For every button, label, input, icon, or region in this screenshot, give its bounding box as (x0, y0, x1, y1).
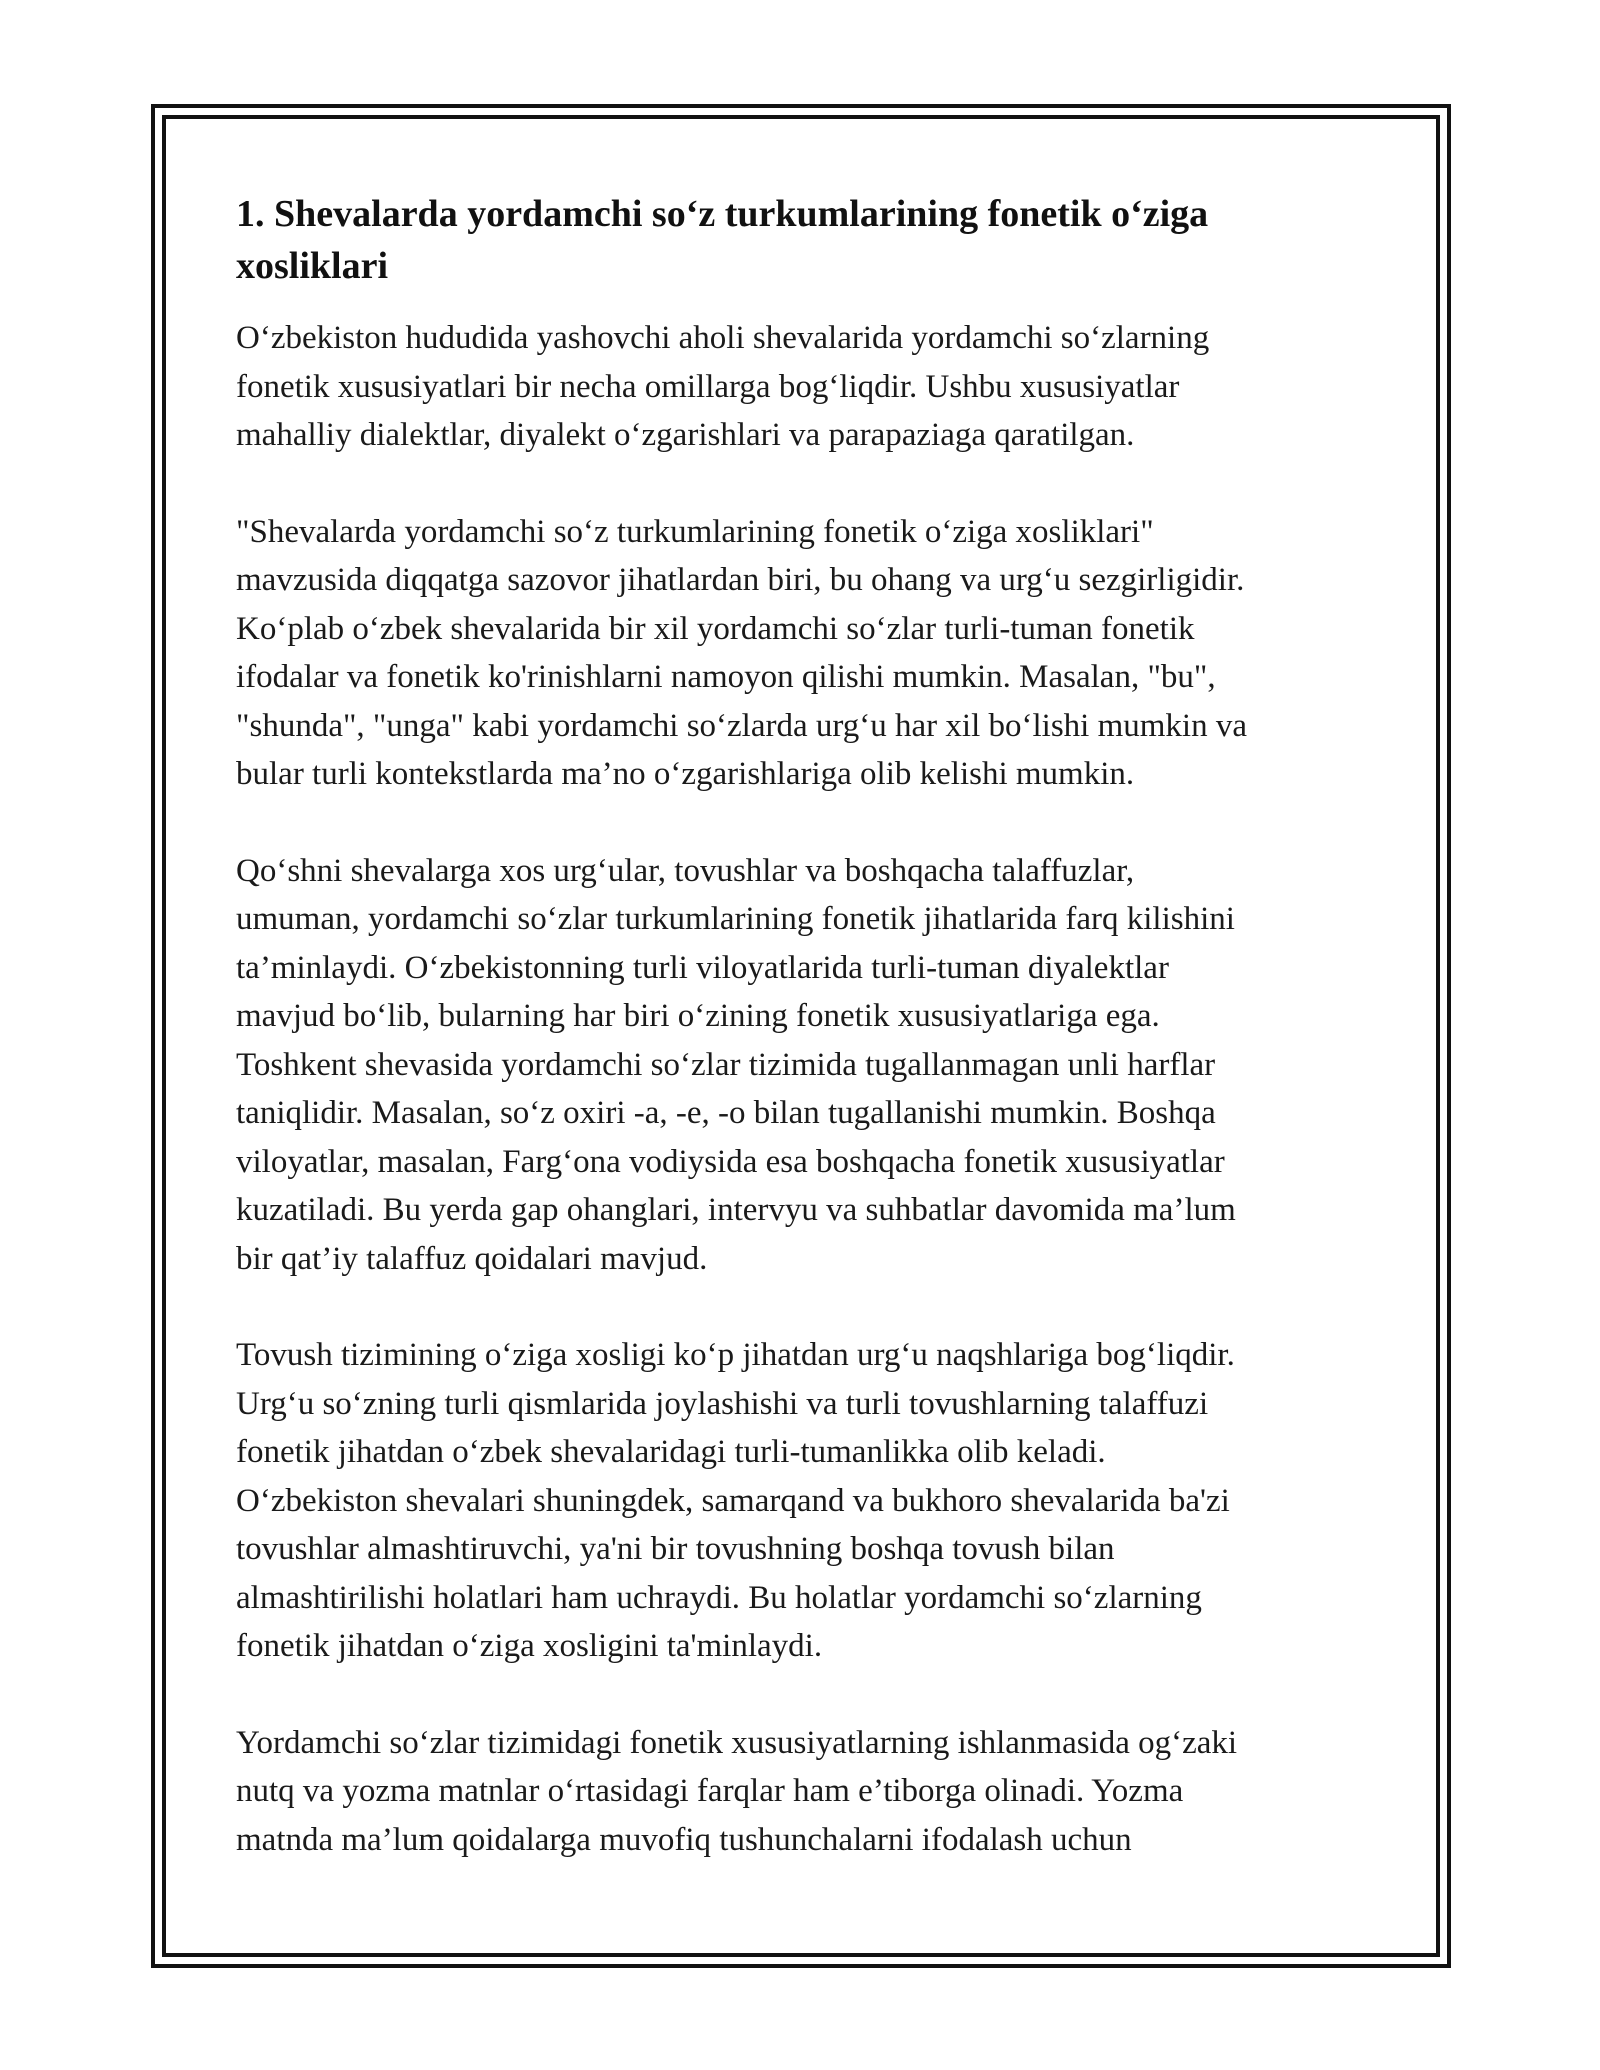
section-heading (236, 188, 1386, 292)
text-line: nutq va yozma matnlar o‘rtasidagi farqlar ham e’tiborga olinadi. Yozma (236, 1773, 1184, 1809)
text-line: bular turli kontekstlarda ma’no o‘zgarishlariga olib kelishi mumkin. (236, 756, 1135, 792)
text-line: Urg‘u so‘zning turli qismlarida joylashishi va turli tovushlarning talaffuzi (236, 1385, 1209, 1422)
paragraph-4 (236, 1331, 1386, 1671)
text-line: fonetik xususiyatlari bir necha omillarga bog‘liqdir. Ushbu xususiyatlar (236, 368, 1180, 405)
text-line: Ko‘plab o‘zbek shevalarida bir xil yordamchi so‘zlar turli-tuman fonetik (236, 610, 1195, 647)
text-line: almashtirilishi holatlari ham uchraydi. Bu holatlar yordamchi so‘zlarning (236, 1579, 1202, 1616)
text-line: Toshkent shevasida yordamchi so‘zlar tizimida tugallanmagan unli harflar (236, 1046, 1216, 1083)
text-line: kuzatiladi. Bu yerda gap ohanglari, intervyu va suhbatlar davomida ma’lum (236, 1192, 1236, 1228)
text-line: fonetik jihatdan o‘ziga xosligini ta'minlaydi. (236, 1628, 823, 1664)
text-line: ta’minlaydi. O‘zbekistonning turli viloyatlarida turli-tuman diyalektlar (236, 949, 1169, 986)
text-line: Tovush tizimining o‘ziga xosligi ko‘p jihatdan urg‘u naqshlariga bog‘liqdir. (236, 1337, 1235, 1373)
paragraph-1 (236, 314, 1386, 460)
text-line: ifodalar va fonetik ko'rinishlarni namoyon qilishi mumkin. Masalan, "bu", (236, 659, 1216, 695)
text-line: tovushlar almashtiruvchi, ya'ni bir tovushning boshqa tovush bilan (236, 1531, 1115, 1567)
text-line: "shunda", "unga" kabi yordamchi so‘zlarda urg‘u har xil bo‘lishi mumkin va (236, 707, 1247, 744)
text-line: fonetik jihatdan o‘zbek shevalaridagi turli-tumanlikka olib keladi. (236, 1434, 1106, 1470)
text-line: umuman, yordamchi so‘zlar turkumlarining fonetik jihatlarida farq kilishini (236, 901, 1235, 937)
text-line: Yordamchi so‘zlar tizimidagi fonetik xususiyatlarning ishlanmasida og‘zaki (236, 1724, 1238, 1761)
text-line: taniqlidir. Masalan, so‘z oxiri -a, -e, -o bilan tugallanishi mumkin. Boshqa (236, 1095, 1216, 1131)
paragraph-5 (236, 1719, 1386, 1865)
text-line: bir qat’iy talaffuz qoidalari mavjud. (236, 1240, 708, 1277)
text-line: O‘zbekiston shevalari shuningdek, samarqand va bukhoro shevalarida ba'zi (236, 1482, 1230, 1519)
heading-line: xosliklari (236, 245, 389, 287)
paragraph-3 (236, 847, 1386, 1284)
text-line: Qo‘shni shevalarga xos urg‘ular, tovushlar va boshqacha talaffuzlar, (236, 852, 1135, 889)
paragraph-2 (236, 508, 1386, 799)
document-body (236, 188, 1386, 1864)
text-line: matnda ma’lum qoidalarga muvofiq tushunchalarni ifodalash uchun (236, 1821, 1132, 1858)
text-line: "Shevalarda yordamchi so‘z turkumlarining fonetik o‘ziga xosliklari" (236, 513, 1154, 550)
text-line: O‘zbekiston hududida yashovchi aholi shevalarida yordamchi so‘zlarning (236, 320, 1210, 356)
text-line: mavzusida diqqatga sazovor jihatlardan biri, bu ohang va urg‘u sezgirligidir. (236, 562, 1245, 598)
text-line: mahalliy dialektlar, diyalekt o‘zgarishlari va parapaziaga qaratilgan. (236, 417, 1135, 453)
text-line: viloyatlar, masalan, Farg‘ona vodiysida esa boshqacha fonetik xususiyatlar (236, 1143, 1225, 1180)
text-line: mavjud bo‘lib, bularning har biri o‘zining fonetik xususiyatlariga ega. (236, 998, 1160, 1034)
heading-line: 1. Shevalarda yordamchi so‘z turkumlarining fonetik o‘ziga (236, 193, 1209, 235)
